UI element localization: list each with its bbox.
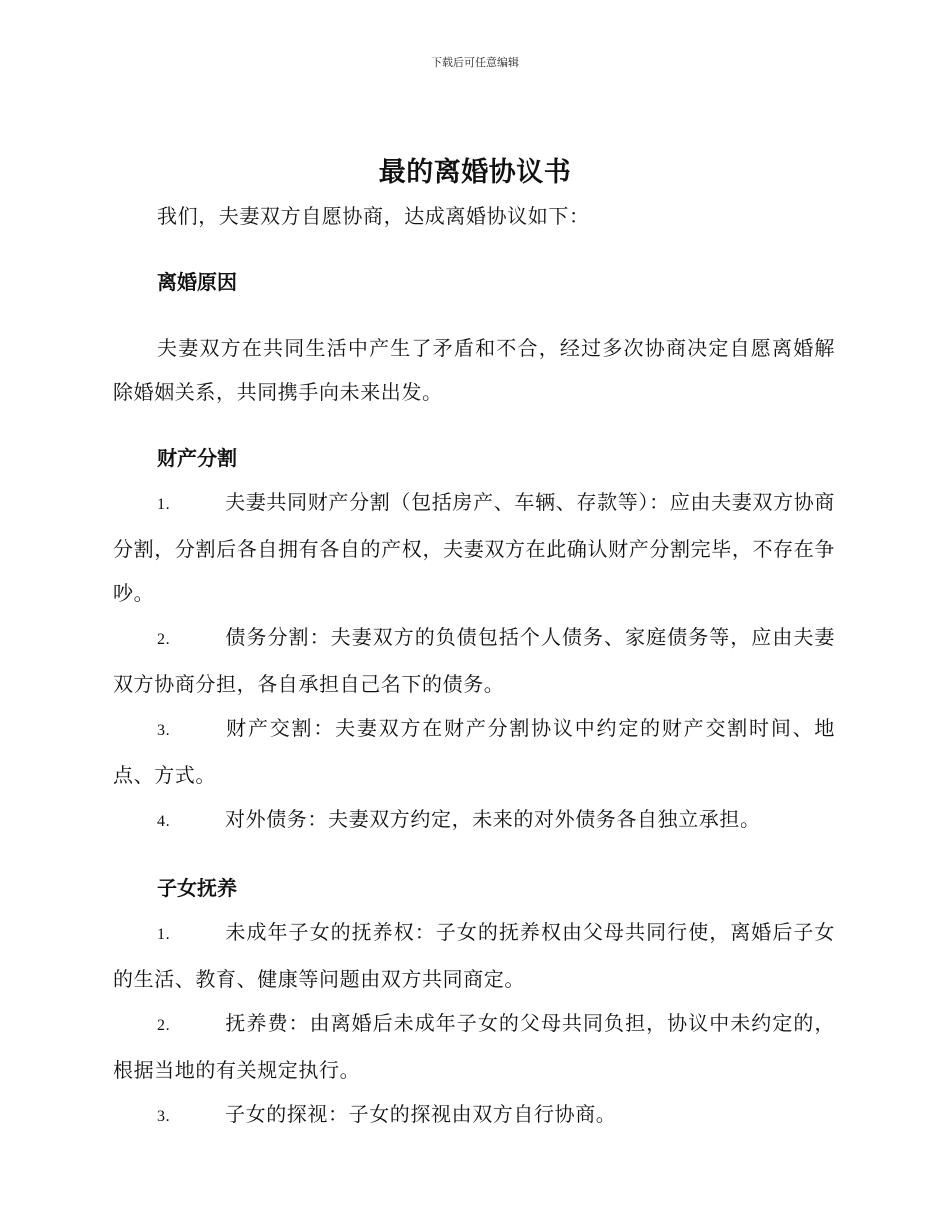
list-item bbox=[113, 615, 835, 706]
item-number: 4. bbox=[157, 813, 171, 830]
item-text: 未成年子女的抚养权：子女的抚养权由父母共同行使，离婚后子女的生活、教育、健康等问题由双方共同商定。 bbox=[113, 920, 835, 991]
header-note: 下载后可任意编辑 bbox=[431, 56, 519, 69]
item-number: 1. bbox=[157, 926, 171, 943]
section-heading-children: 子女抚养 bbox=[157, 876, 237, 900]
list-item bbox=[113, 910, 835, 1001]
section-heading-reason: 离婚原因 bbox=[157, 270, 237, 294]
intro-paragraph: 我们，夫妻双方自愿协商，达成离婚协议如下： bbox=[157, 204, 590, 228]
item-text: 财产交割：夫妻双方在财产分割协议中约定的财产交割时间、地点、方式。 bbox=[113, 716, 835, 787]
reason-paragraph: 夫妻双方在共同生活中产生了矛盾和不合，经过多次协商决定自愿离婚解除婚姻关系，共同携手向未来出发。 bbox=[113, 336, 835, 404]
list-item bbox=[113, 797, 835, 844]
list-item bbox=[113, 1092, 835, 1139]
document-title: 最的离婚协议书 bbox=[378, 157, 572, 188]
section-heading-property: 财产分割 bbox=[157, 446, 237, 470]
item-number: 2. bbox=[157, 631, 171, 648]
list-item bbox=[113, 1001, 835, 1092]
item-text: 对外债务：夫妻双方约定，未来的对外债务各自独立承担。 bbox=[225, 807, 761, 831]
item-number: 2. bbox=[157, 1017, 171, 1034]
item-number: 3. bbox=[157, 722, 171, 739]
item-text: 夫妻共同财产分割（包括房产、车辆、存款等）：应由夫妻双方协商分割，分割后各自拥有各自的产权，夫妻双方在此确认财产分割完毕，不存在争吵。 bbox=[113, 490, 835, 605]
item-number: 3. bbox=[157, 1108, 171, 1125]
list-item bbox=[113, 480, 835, 615]
list-item bbox=[113, 706, 835, 797]
item-text: 抚养费：由离婚后未成年子女的父母共同负担，协议中未约定的，根据当地的有关规定执行。 bbox=[113, 1011, 835, 1082]
document-body bbox=[113, 194, 835, 1139]
item-text: 债务分割：夫妻双方的负债包括个人债务、家庭债务等，应由夫妻双方协商分担，各自承担自己名下的债务。 bbox=[113, 625, 835, 696]
item-number: 1. bbox=[157, 496, 171, 513]
item-text: 子女的探视：子女的探视由双方自行协商。 bbox=[225, 1102, 617, 1126]
